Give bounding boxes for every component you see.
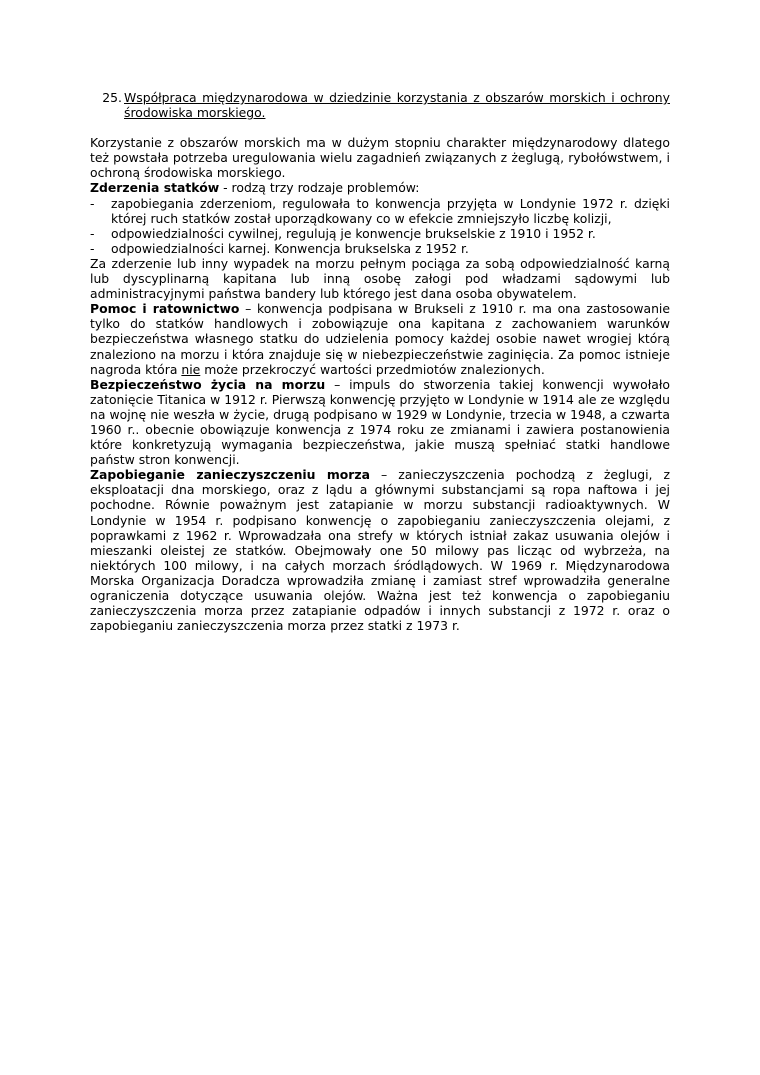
- list-item: - odpowiedzialności cywilnej, regulują je konwencje brukselskie z 1910 i 1952 r.: [90, 226, 670, 241]
- collisions-list: [90, 196, 670, 256]
- section-heading: [90, 90, 670, 120]
- document-page: [90, 90, 670, 633]
- collisions-after-paragraph: Za zderzenie lub inny wypadek na morzu pełnym pociąga za sobą odpowiedzialność karną lub dyscyplinarną kapitana lub inną osobę załogi pod władzami sądowymi lub administracyjnymi państwa bandery lub którego jest dana osoba obywatelem.: [90, 255, 670, 302]
- safety-paragraph: [90, 377, 670, 468]
- safety-title: Bezpieczeństwo życia na morzu: [90, 376, 326, 392]
- safety-text: – impuls do stworzenia takiej konwencji wywołało zatonięcie Titanica w 1912 r. Pierwszą konwencję przyjęto w Londynie w 1914 ale ze względu na wojnę nie weszła w życie, drugą podpisano w 1929 w Londynie, trzecia w 1948, a czwarta 1960 r.. obecnie obowiązuje konwencja z 1974 roku ze zmianami i zawiera postanowienia które konkretyzują wymagania bezpieczeństwa, jakie muszą spełniać statki handlowe państw stron konwencji.: [90, 376, 670, 468]
- list-item: - zapobiegania zderzeniom, regulowała to konwencja przyjęta w Londynie 1972 r. dzięki której ruch statków został uporządkowany co w efekcie zmniejszyło liczbę kolizji,: [90, 196, 670, 226]
- section-title: Współpraca międzynarodowa w dziedzinie korzystania z obszarów morskich i ochrony środowiska morskiego.: [124, 90, 670, 121]
- collisions-paragraph: [90, 180, 670, 195]
- rescue-text-2: może przekroczyć wartości przedmiotów znalezionych.: [200, 361, 545, 377]
- intro-paragraph: Korzystanie z obszarów morskich ma w dużym stopniu charakter międzynarodowy dlatego też powstała potrzeba uregulowania wielu zagadnień związanych z żeglugą, rybołówstwem, i ochroną środowiska morskiego.: [90, 135, 670, 181]
- pollution-text: – zanieczyszczenia pochodzą z żeglugi, z eksploatacji dna morskiego, oraz z lądu a głównymi substancjami są ropa naftowa i jej pochodne. Równie poważnym jest zatapianie w morzu substancji radioaktywnych. W Londynie w 1954 r. podpisano konwencję o zapobieganiu zanieczyszczenia olejami, z poprawkami z 1962 r. Wprowadzała ona strefy w których istniał zakaz usuwania olejów i mieszanki oleistej ze statków. Obejmowały one 50 milowy pas licząc od wybrzeża, na niektórych 100 milowy, i na całych morzach śródlądowych. W 1969 r. Międzynarodowa Morska Organizacja Doradcza wprowadziła zmianę i zamiast stref wprowadziła generalne ograniczenia dotyczące usuwania olejów. Ważna jest też konwencja o zapobieganiu zanieczyszczenia morza przez zatapianie odpadów i innych substancji z 1972 r. oraz o zapobieganiu zanieczyszczenia morza przez statki z 1973 r.: [90, 467, 670, 634]
- pollution-title: Zapobieganie zanieczyszczeniu morza: [90, 467, 370, 483]
- collisions-title: Zderzenia statków: [90, 180, 220, 196]
- rescue-paragraph: [90, 301, 670, 376]
- rescue-text-1: – konwencja podpisana w Brukseli z 1910 r. ma ona zastosowanie tylko do statków handlowych i zobowiązuje ona kapitana z zachowaniem warunków bezpieczeństwa własnego statku do udzielenia pomocy każdej osobie nawet wrogiej którą znaleziono na morzu i która znajduje się w niebezpieczeństwie zaginięcia. Za pomoc istnieje nagroda która: [90, 301, 670, 377]
- rescue-title: Pomoc i ratownictwo: [90, 301, 240, 317]
- collisions-lead: - rodzą trzy rodzaje problemów:: [219, 180, 420, 196]
- pollution-paragraph: [90, 467, 670, 633]
- section-number: 25.: [102, 90, 122, 105]
- list-item: - odpowiedzialności karnej. Konwencja brukselska z 1952 r.: [90, 241, 670, 256]
- rescue-underlined-word: nie: [181, 361, 201, 377]
